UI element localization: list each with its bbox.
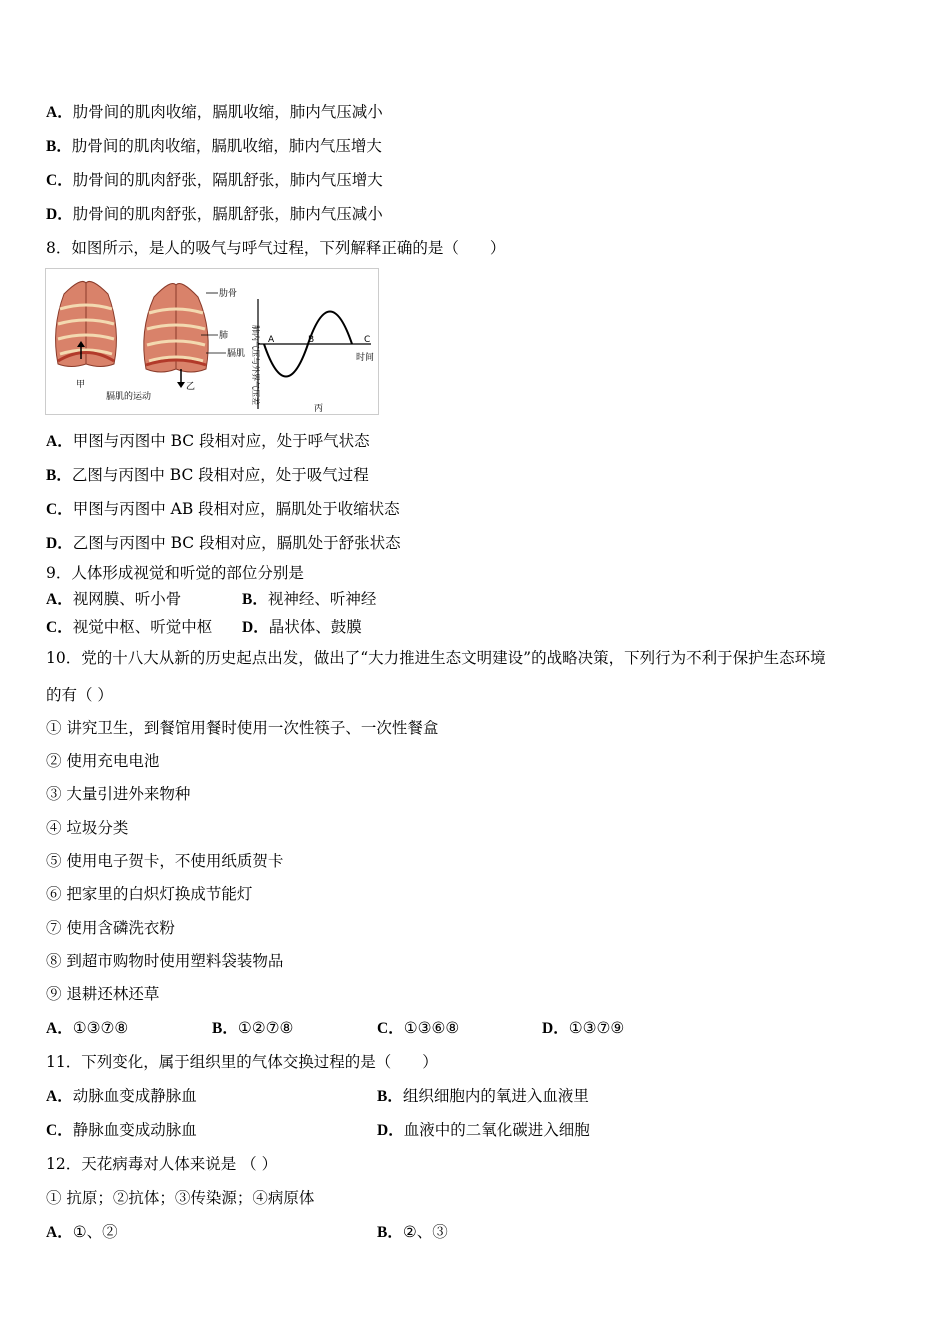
point-a: A [268, 335, 275, 345]
label-rib: 肋骨 [219, 289, 238, 299]
q7-option-c: C．肋骨间的肌肉舒张，隔肌舒张，肺内气压增大 [46, 171, 383, 189]
figure-caption: 膈肌的运动 [106, 392, 152, 402]
q10-item: ⑨ 退耕还林还草 [46, 985, 160, 1003]
q10-option-b: B．①②⑦⑧ [212, 1019, 294, 1037]
breathing-diagram [46, 269, 378, 414]
q9-option-d: D．晶状体、鼓膜 [242, 618, 362, 636]
q10-item: ② 使用充电电池 [46, 752, 160, 770]
x-axis-label: 时间 [356, 353, 375, 363]
ribcage-yi-image [144, 284, 208, 389]
q9-option-c: C．视觉中枢、听觉中枢 [46, 618, 213, 636]
label-diaphragm: 膈肌 [227, 349, 246, 359]
q8-stem: 8．如图所示，是人的吸气与呼气过程，下列解释正确的是（ ） [46, 239, 506, 257]
q12-option-a: A．①、② [46, 1223, 118, 1241]
q10-item: ③ 大量引进外来物种 [46, 785, 191, 803]
ribcage-jia-image [56, 281, 117, 366]
q10-item: ⑤ 使用电子贺卡，不使用纸质贺卡 [46, 852, 284, 870]
q10-stem-line2: 的有（ ） [46, 686, 113, 704]
q12-items: ① 抗原；②抗体；③传染源；④病原体 [46, 1189, 315, 1207]
q8-option-c: C．甲图与丙图中 AB 段相对应，膈肌处于收缩状态 [46, 500, 400, 518]
point-b: B [308, 335, 315, 345]
label-bing: 丙 [314, 404, 324, 414]
label-jia: 甲 [76, 380, 86, 390]
q12-option-b: B．②、③ [377, 1223, 448, 1241]
label-yi: 乙 [186, 382, 196, 392]
q10-item: ① 讲究卫生，到餐馆用餐时使用一次性筷子、一次性餐盒 [46, 719, 439, 737]
q10-option-a: A．①③⑦⑧ [46, 1019, 129, 1037]
q10-option-d: D．①③⑦⑨ [542, 1019, 625, 1037]
q10-option-c: C．①③⑥⑧ [377, 1019, 460, 1037]
q11-option-a: A．动脉血变成静脉血 [46, 1087, 197, 1105]
q7-option-a: A．肋骨间的肌肉收缩，膈肌收缩，肺内气压减小 [46, 103, 383, 121]
y-axis-label: 肺内气压与外界气压差 [251, 325, 260, 405]
q9-option-b: B．视神经、听神经 [242, 590, 377, 608]
breathing-figure [45, 268, 379, 415]
q12-stem: 12．天花病毒对人体来说是 （ ） [46, 1155, 278, 1173]
q11-option-b: B．组织细胞内的氧进入血液里 [377, 1087, 589, 1105]
q10-stem-line1: 10．党的十八大从新的历史起点出发，做出了“大力推进生态文明建设”的战略决策，下列行为不利于保护生态环境 [46, 649, 826, 667]
q8-option-a: A．甲图与丙图中 BC 段相对应，处于呼气状态 [46, 432, 370, 450]
q10-item: ⑦ 使用含磷洗衣粉 [46, 919, 175, 937]
q10-item: ④ 垃圾分类 [46, 819, 129, 837]
q9-stem: 9．人体形成视觉和听觉的部位分别是 [46, 564, 304, 582]
point-c: C [364, 335, 371, 345]
q9-option-a: A．视网膜、听小骨 [46, 590, 182, 608]
q11-option-c: C．静脉血变成动脉血 [46, 1121, 197, 1139]
q8-option-b: B．乙图与丙图中 BC 段相对应，处于吸气过程 [46, 466, 369, 484]
q10-item: ⑥ 把家里的白炽灯换成节能灯 [46, 885, 253, 903]
label-lung: 肺 [219, 331, 229, 341]
q7-option-b: B．肋骨间的肌肉收缩，膈肌收缩，肺内气压增大 [46, 137, 382, 155]
q11-option-d: D．血液中的二氧化碳进入细胞 [377, 1121, 590, 1139]
pressure-graph [251, 299, 374, 414]
q7-option-d: D．肋骨间的肌肉舒张，膈肌舒张，肺内气压减小 [46, 205, 383, 223]
q8-option-d: D．乙图与丙图中 BC 段相对应，膈肌处于舒张状态 [46, 534, 401, 552]
q10-item: ⑧ 到超市购物时使用塑料袋装物品 [46, 952, 284, 970]
q11-stem: 11．下列变化，属于组织里的气体交换过程的是（ ） [46, 1053, 438, 1071]
